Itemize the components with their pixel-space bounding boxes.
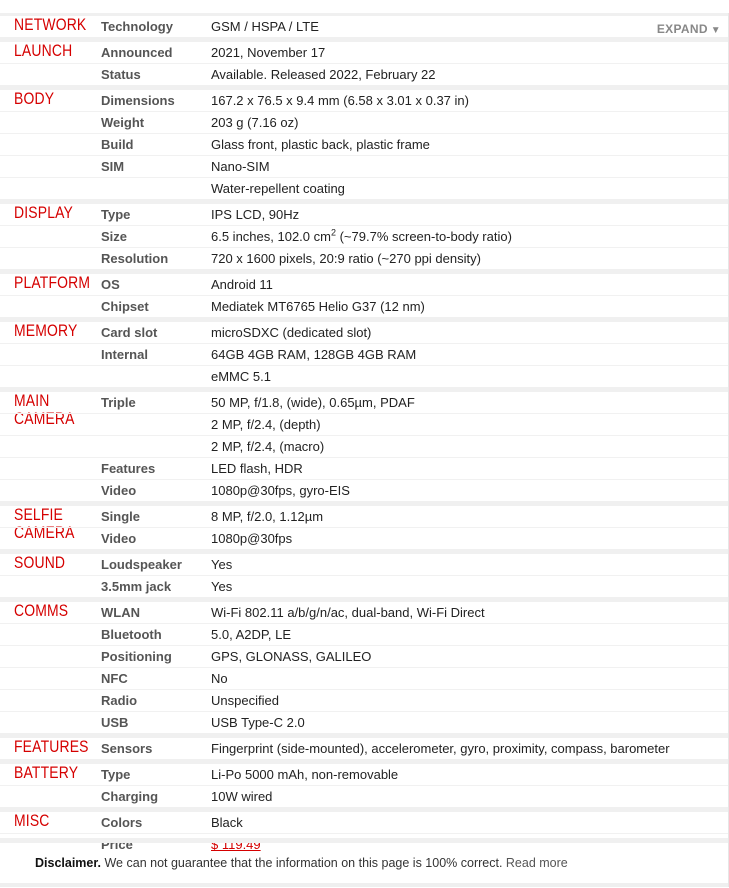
spec-value-text: 8 MP, f/2.0, 1.12µm bbox=[211, 509, 324, 524]
spec-label[interactable]: Dimensions bbox=[101, 93, 175, 108]
spec-value-text: 720 x 1600 pixels, 20:9 ratio (~270 ppi density) bbox=[211, 251, 481, 266]
spec-value-text: 50 MP, f/1.8, (wide), 0.65µm, PDAF bbox=[211, 395, 415, 410]
spec-value-text: No bbox=[211, 671, 228, 686]
spec-value bbox=[211, 251, 481, 266]
spec-label[interactable]: OS bbox=[101, 277, 120, 292]
spec-value-text: Yes bbox=[211, 579, 233, 594]
spec-value bbox=[211, 439, 324, 454]
spec-label[interactable]: Charging bbox=[101, 789, 159, 804]
spec-row bbox=[0, 480, 729, 501]
spec-value bbox=[211, 395, 415, 410]
spec-value bbox=[211, 299, 425, 314]
section-network bbox=[0, 13, 729, 37]
spec-value-text: Fingerprint (side-mounted), accelerometer, gyro, proximity, compass, barometer bbox=[211, 741, 670, 756]
section-comms bbox=[0, 597, 729, 733]
spec-value bbox=[211, 741, 670, 756]
spec-row bbox=[0, 366, 729, 387]
spec-label[interactable]: Video bbox=[101, 483, 137, 498]
spec-value-text: 1080p@30fps bbox=[211, 531, 293, 546]
spec-value bbox=[211, 671, 228, 686]
price-link[interactable]: $ 119.49 bbox=[211, 837, 261, 852]
spec-value bbox=[211, 461, 303, 476]
spec-label[interactable]: Single bbox=[101, 509, 141, 524]
spec-value-text: 10W wired bbox=[211, 789, 273, 804]
spec-row bbox=[0, 668, 729, 690]
spec-value bbox=[211, 325, 371, 340]
spec-value bbox=[211, 93, 469, 108]
spec-row bbox=[0, 764, 729, 786]
section-battery bbox=[0, 759, 729, 807]
spec-value bbox=[211, 229, 512, 244]
spec-row bbox=[0, 738, 729, 759]
spec-value bbox=[211, 19, 319, 34]
spec-value bbox=[211, 115, 298, 130]
spec-row bbox=[0, 274, 729, 296]
spec-value-text: 2 MP, f/2.4, (macro) bbox=[211, 439, 325, 454]
spec-table bbox=[0, 13, 729, 855]
spec-value bbox=[211, 579, 232, 594]
section-display bbox=[0, 199, 729, 269]
spec-value-text: 203 g (7.16 oz) bbox=[211, 115, 299, 130]
spec-label[interactable]: Internal bbox=[101, 347, 148, 362]
spec-label[interactable]: Loudspeaker bbox=[101, 557, 182, 572]
spec-value-text: Li-Po 5000 mAh, non-removable bbox=[211, 767, 399, 782]
disclaimer bbox=[0, 838, 729, 888]
spec-value bbox=[211, 159, 270, 174]
spec-value-text: Black bbox=[211, 815, 243, 830]
spec-value bbox=[211, 693, 279, 708]
spec-row bbox=[0, 554, 729, 576]
spec-value bbox=[211, 605, 485, 620]
spec-value bbox=[211, 815, 243, 830]
spec-value-text: USB Type-C 2.0 bbox=[211, 715, 305, 730]
section-title: MAIN CAMERA bbox=[14, 391, 75, 428]
spec-label[interactable]: 3.5mm jack bbox=[101, 579, 172, 594]
spec-label[interactable]: Weight bbox=[101, 115, 145, 130]
spec-value bbox=[211, 767, 398, 782]
section-title: LAUNCH bbox=[14, 41, 73, 60]
spec-row bbox=[0, 458, 729, 480]
section-features bbox=[0, 733, 729, 759]
spec-value bbox=[211, 483, 350, 498]
section-title: BODY bbox=[14, 89, 55, 108]
section-title: DISPLAY bbox=[14, 203, 74, 222]
spec-label[interactable]: Features bbox=[101, 461, 156, 476]
spec-row bbox=[0, 690, 729, 712]
spec-value-text: 1080p@30fps, gyro-EIS bbox=[211, 483, 350, 498]
spec-row bbox=[0, 506, 729, 528]
section-body bbox=[0, 85, 729, 199]
section-title: BATTERY bbox=[14, 763, 79, 782]
spec-value-text: GPS, GLONASS, GALILEO bbox=[211, 649, 372, 664]
spec-row bbox=[0, 178, 729, 199]
spec-row bbox=[0, 528, 729, 549]
spec-value bbox=[211, 181, 345, 196]
spec-row bbox=[0, 112, 729, 134]
spec-label[interactable]: Type bbox=[101, 207, 131, 222]
spec-label[interactable]: Price bbox=[101, 837, 133, 852]
spec-label[interactable]: Positioning bbox=[101, 649, 172, 664]
section-title: NETWORK bbox=[14, 15, 87, 34]
spec-label[interactable]: Announced bbox=[101, 45, 173, 60]
spec-value bbox=[211, 531, 292, 546]
spec-value bbox=[211, 45, 325, 60]
spec-label[interactable]: Sensors bbox=[101, 741, 153, 756]
spec-value-text: 167.2 x 76.5 x 9.4 mm (6.58 x 3.01 x 0.37 in) bbox=[211, 93, 469, 108]
superscript: 2 bbox=[330, 227, 336, 238]
spec-value bbox=[211, 67, 436, 82]
spec-label[interactable]: Status bbox=[101, 67, 141, 82]
spec-label[interactable]: Bluetooth bbox=[101, 627, 162, 642]
section-title: PLATFORM bbox=[14, 273, 91, 292]
spec-label[interactable]: Video bbox=[101, 531, 137, 546]
section-title: FEATURES bbox=[14, 737, 89, 756]
spec-label[interactable]: Radio bbox=[101, 693, 138, 708]
spec-value-text: Unspecified bbox=[211, 693, 279, 708]
spec-row bbox=[0, 646, 729, 668]
spec-label[interactable]: NFC bbox=[101, 671, 128, 686]
spec-label[interactable]: Card slot bbox=[101, 325, 158, 340]
spec-row bbox=[0, 226, 729, 248]
section-selfie-camera bbox=[0, 501, 729, 549]
section-title: MEMORY bbox=[14, 321, 78, 340]
spec-label[interactable]: Colors bbox=[101, 815, 143, 830]
spec-row bbox=[0, 344, 729, 366]
spec-value-text: 2021, November 17 bbox=[211, 45, 326, 60]
spec-value bbox=[211, 715, 305, 730]
spec-label[interactable]: SIM bbox=[101, 159, 125, 174]
spec-value-text: 2 MP, f/2.4, (depth) bbox=[211, 417, 321, 432]
spec-value bbox=[211, 649, 371, 664]
spec-row bbox=[0, 134, 729, 156]
spec-label[interactable]: Resolution bbox=[101, 251, 169, 266]
spec-value bbox=[211, 137, 430, 152]
spec-row bbox=[0, 602, 729, 624]
spec-value bbox=[211, 509, 323, 524]
spec-value bbox=[211, 789, 272, 804]
spec-value-text: LED flash, HDR bbox=[211, 461, 303, 476]
spec-row bbox=[0, 64, 729, 85]
spec-value bbox=[211, 417, 321, 432]
spec-value-text: 6.5 inches, 102.0 cm bbox=[211, 229, 331, 244]
section-title: MISC bbox=[14, 811, 50, 830]
spec-value bbox=[211, 627, 291, 642]
spec-value-text: IPS LCD, 90Hz bbox=[211, 207, 300, 222]
spec-row bbox=[0, 414, 729, 436]
bottom-divider bbox=[0, 883, 729, 887]
triangle-down-icon: ▼ bbox=[710, 25, 721, 36]
spec-label[interactable]: Build bbox=[101, 137, 134, 152]
read-more-link[interactable]: Read more bbox=[505, 856, 568, 870]
spec-row bbox=[0, 786, 729, 807]
section-launch bbox=[0, 37, 729, 85]
spec-row bbox=[0, 712, 729, 733]
spec-label[interactable]: USB bbox=[101, 715, 129, 730]
spec-value bbox=[211, 347, 416, 362]
spec-label[interactable]: Chipset bbox=[101, 299, 149, 314]
spec-value-suffix: (~79.7% screen-to-body ratio) bbox=[335, 229, 512, 244]
spec-row bbox=[0, 16, 729, 37]
spec-value bbox=[211, 207, 299, 222]
spec-value-text: 64GB 4GB RAM, 128GB 4GB RAM bbox=[211, 347, 417, 362]
spec-value-text: Available. Released 2022, February 22 bbox=[211, 67, 436, 82]
spec-value-text: microSDXC (dedicated slot) bbox=[211, 325, 372, 340]
spec-row bbox=[0, 204, 729, 226]
spec-value-text: GSM / HSPA / LTE bbox=[211, 19, 319, 34]
spec-row bbox=[0, 296, 729, 317]
spec-row bbox=[0, 392, 729, 414]
spec-row bbox=[0, 436, 729, 458]
spec-value-text: Water-repellent coating bbox=[211, 181, 345, 196]
section-memory bbox=[0, 317, 729, 387]
disclaimer-bold: Disclaimer. bbox=[35, 856, 102, 870]
spec-value-text: Android 11 bbox=[211, 277, 273, 292]
section-sound bbox=[0, 549, 729, 597]
spec-value-text: Yes bbox=[211, 557, 233, 572]
spec-value-text: Mediatek MT6765 Helio G37 (12 nm) bbox=[211, 299, 425, 314]
section-platform bbox=[0, 269, 729, 317]
spec-label[interactable]: Triple bbox=[101, 395, 136, 410]
spec-value-text: 5.0, A2DP, LE bbox=[211, 627, 291, 642]
spec-value-text: Nano-SIM bbox=[211, 159, 270, 174]
spec-value bbox=[211, 369, 271, 384]
spec-row bbox=[0, 322, 729, 344]
expand-label: EXPAND bbox=[656, 22, 708, 36]
spec-value bbox=[211, 277, 273, 292]
spec-label[interactable]: Size bbox=[101, 229, 128, 244]
spec-value-text: Glass front, plastic back, plastic frame bbox=[211, 137, 430, 152]
spec-label[interactable]: Technology bbox=[101, 19, 173, 34]
spec-row bbox=[0, 90, 729, 112]
spec-label[interactable]: WLAN bbox=[101, 605, 140, 620]
spec-value-text: Wi-Fi 802.11 a/b/g/n/ac, dual-band, Wi-Fi Direct bbox=[211, 605, 485, 620]
section-title: SELFIE CAMERA bbox=[14, 505, 75, 542]
spec-row bbox=[0, 156, 729, 178]
disclaimer-text: We can not guarantee that the information on this page is 100% correct. bbox=[101, 856, 506, 870]
spec-value-text: eMMC 5.1 bbox=[211, 369, 271, 384]
spec-row bbox=[0, 248, 729, 269]
spec-row bbox=[0, 576, 729, 597]
section-title: COMMS bbox=[14, 601, 69, 620]
spec-row bbox=[0, 812, 729, 834]
spec-row bbox=[0, 42, 729, 64]
section-title: SOUND bbox=[14, 553, 66, 572]
spec-label[interactable]: Type bbox=[101, 767, 131, 782]
spec-row bbox=[0, 624, 729, 646]
section-main-camera bbox=[0, 387, 729, 501]
spec-value bbox=[211, 557, 232, 572]
